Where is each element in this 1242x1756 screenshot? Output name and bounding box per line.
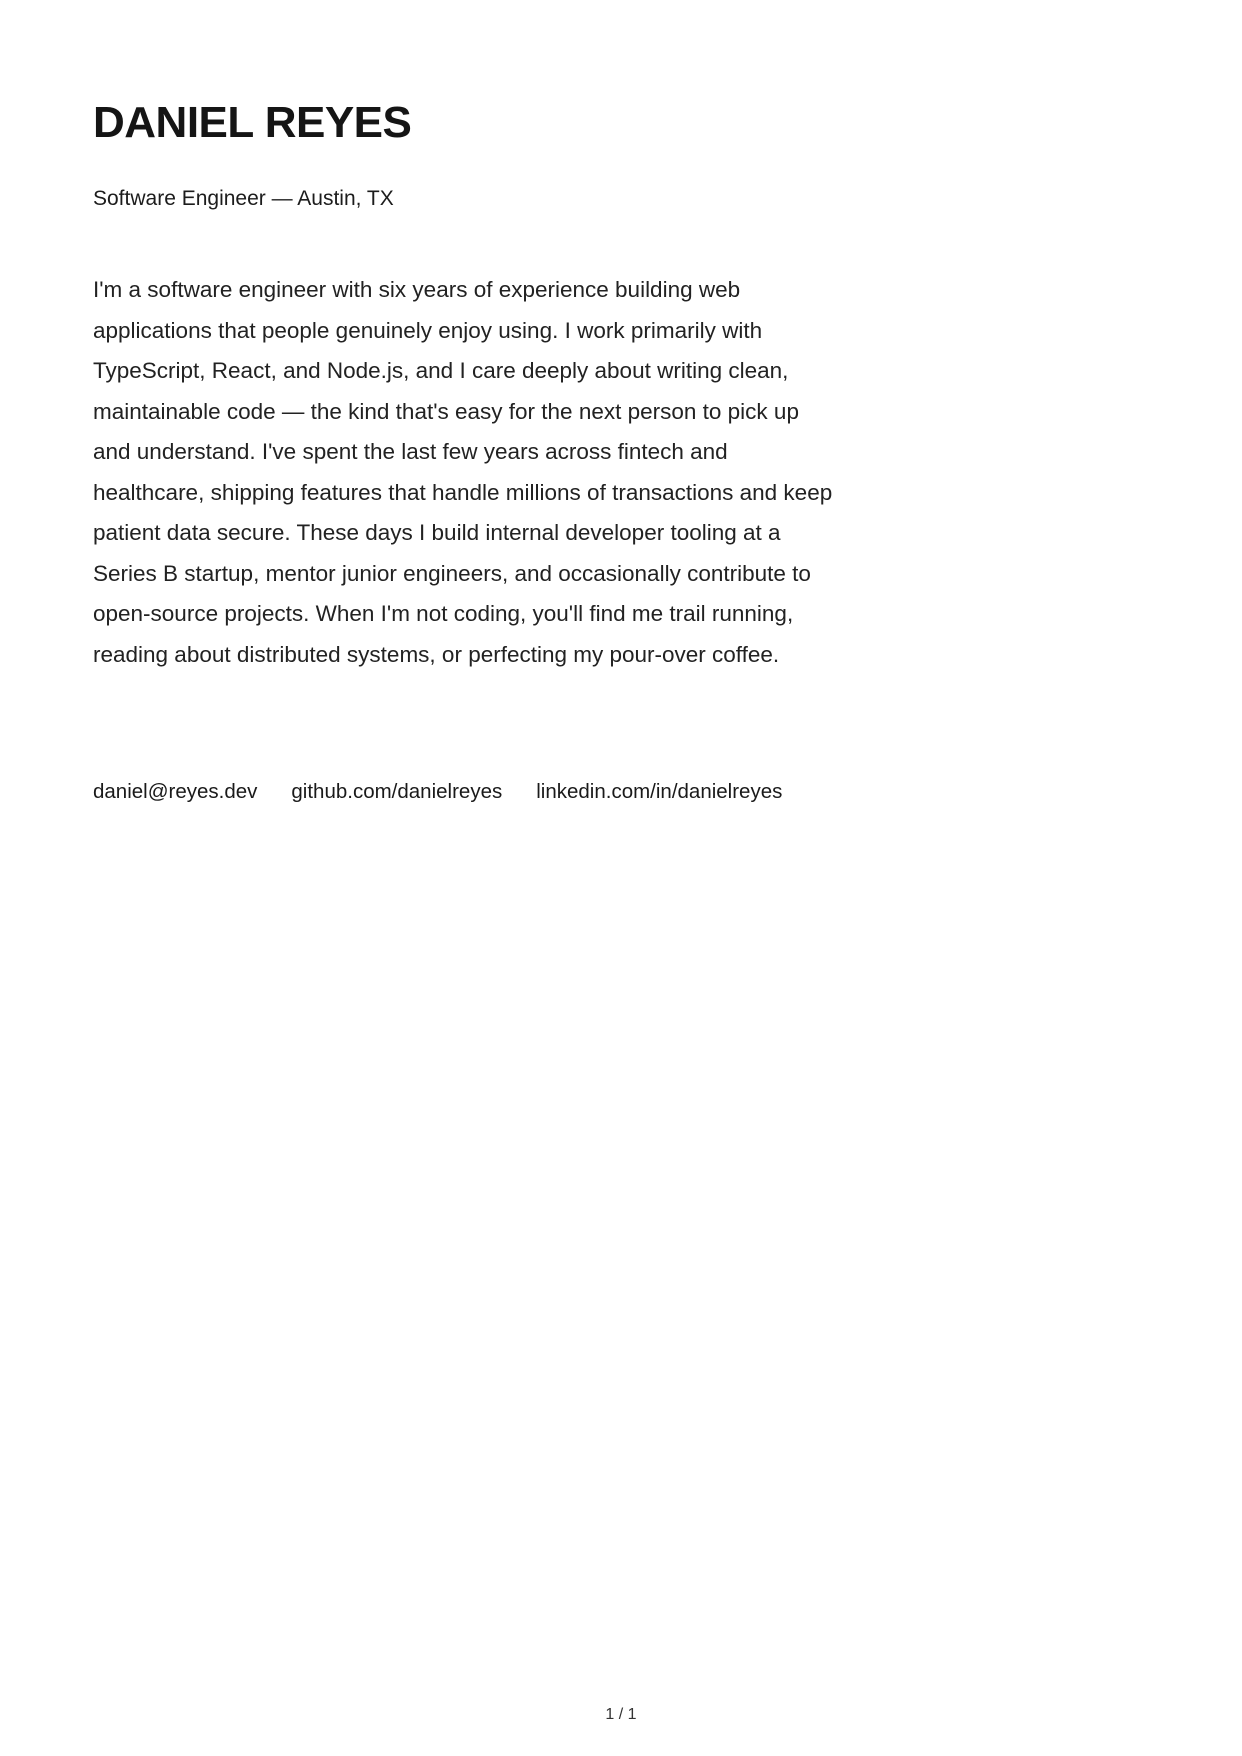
email-link[interactable]: daniel@reyes.dev [93, 780, 258, 803]
page-title: DANIEL REYES [93, 98, 412, 147]
github-link[interactable]: github.com/danielreyes [291, 780, 503, 803]
linkedin-link[interactable]: linkedin.com/in/danielreyes [536, 780, 783, 803]
page-number: 1 / 1 [605, 1706, 637, 1723]
bio-paragraph: I'm a software engineer with six years of experience building web applications that people genuinely enjoy using. I work primarily with TypeScript, React, and Node.js, and I care deeply about writing clean, maintainable code — the kind that's easy for the next person to pick up and understand. I've spent the last few years across fintech and healthcare, shipping features that handle millions of transactions and keep patient data secure. These days I build internal developer tooling at a Series B startup, mentor junior engineers, and occasionally contribute to open-source projects. When I'm not coding, you'll find me trail running, reading about distributed systems, or perfecting my pour-over coffee. [93, 277, 833, 667]
tagline: Software Engineer — Austin, TX [93, 187, 394, 210]
contact-links [93, 780, 782, 805]
